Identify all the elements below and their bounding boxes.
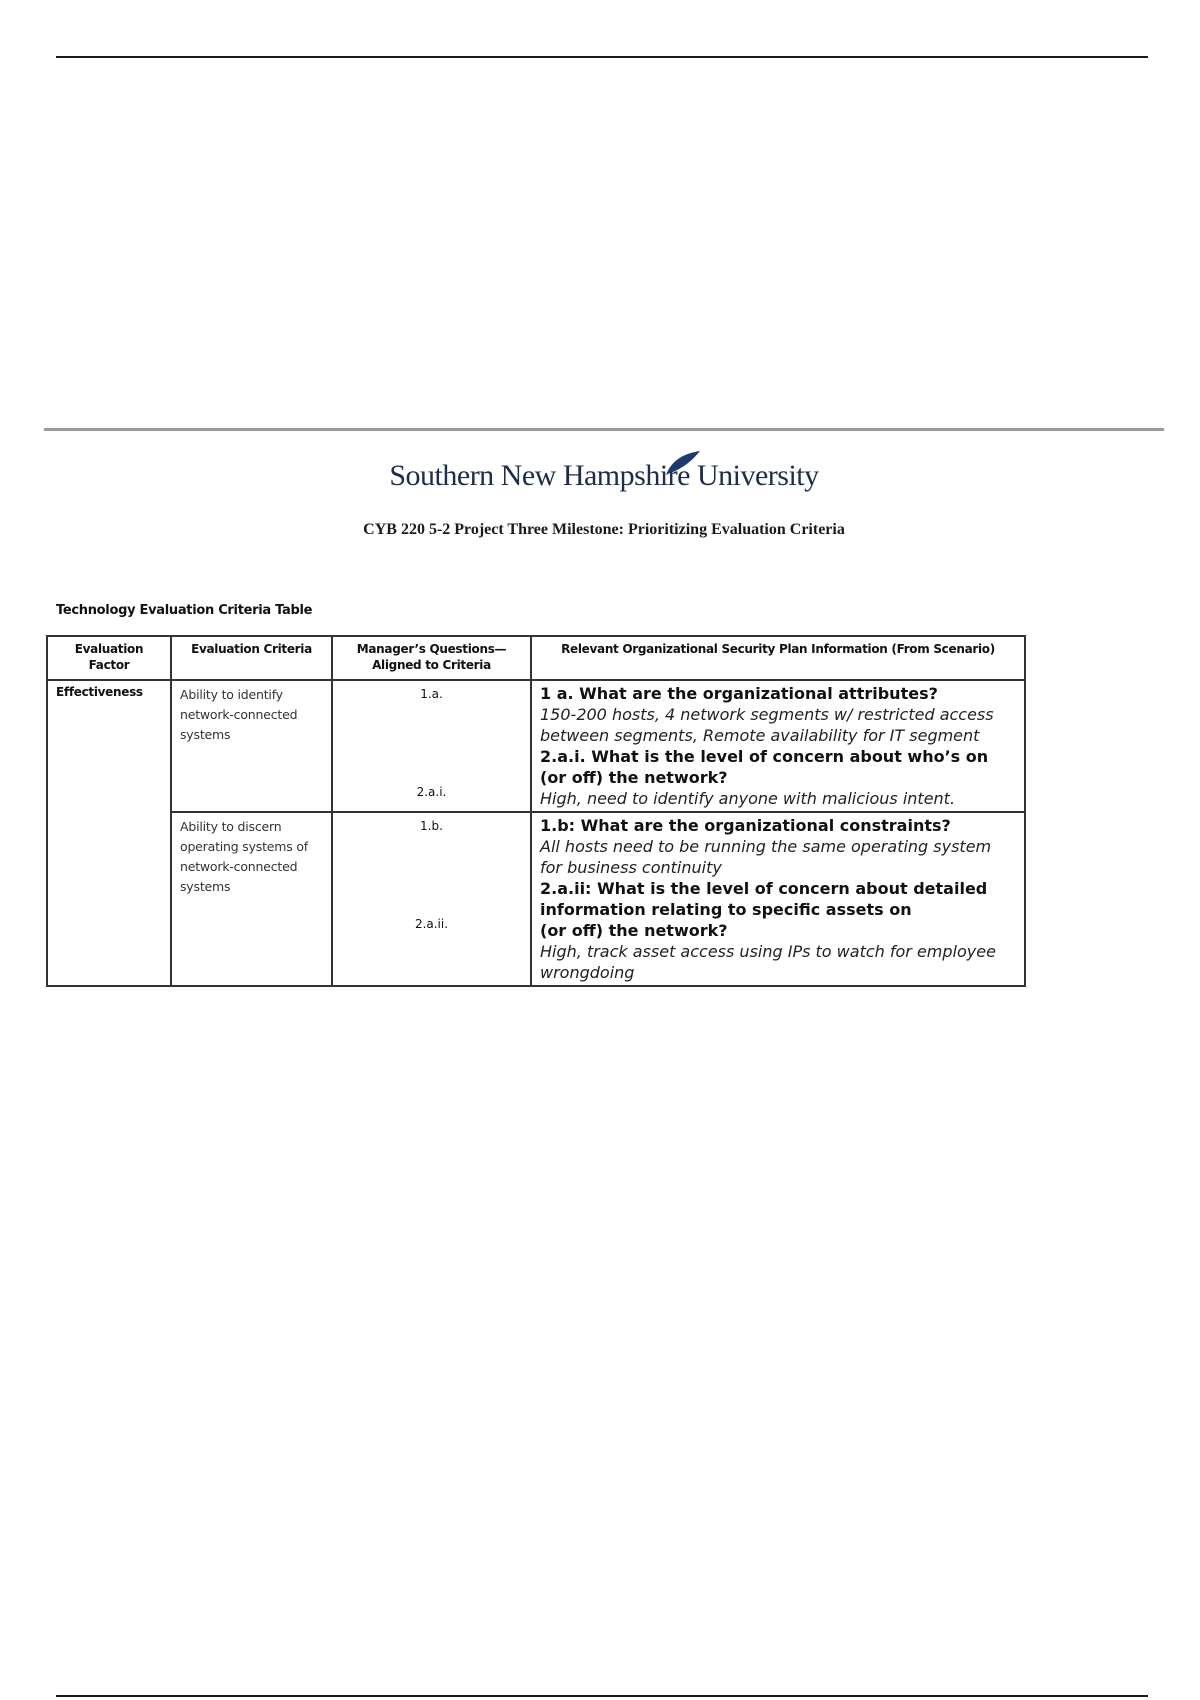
document-page [44, 428, 1164, 1091]
document-title: CYB 220 5-2 Project Three Milestone: Prioritizing Evaluation Criteria [363, 521, 845, 538]
question-ref: 1.b. [420, 819, 443, 833]
factor-cell: Effectiveness [47, 680, 171, 986]
table-row [47, 812, 1025, 986]
leaf-icon [662, 449, 702, 479]
page-top-rule [56, 56, 1148, 58]
criteria-cell: Ability to identify network-connected systems [171, 680, 332, 812]
table-header-row [47, 636, 1025, 680]
question-ref-cell [332, 812, 531, 986]
question-ref-cell [332, 680, 531, 812]
page-bottom-rule [56, 1695, 1148, 1697]
info-question: 2.a.ii: What is the level of concern about detailed information relating to specific assets on [540, 879, 988, 919]
criteria-table [46, 635, 1026, 987]
question-ref: 2.a.i. [416, 785, 447, 799]
info-cell [531, 812, 1025, 986]
info-question: 1.b: What are the organizational constraints? [540, 816, 951, 835]
info-question: 2.a.i. What is the level of concern about who’s on (or off) the network? [540, 747, 989, 787]
table-row [47, 680, 1025, 812]
info-question: 1 a. What are the organizational attributes? [540, 684, 938, 703]
question-ref: 1.a. [420, 687, 443, 701]
header-evaluation-factor: Evaluation Factor [47, 636, 171, 680]
table-caption: Technology Evaluation Criteria Table [56, 603, 313, 618]
logo-text: Southern New Hampshire University [389, 459, 819, 492]
info-answer: All hosts need to be running the same operating system for business continuity [540, 837, 992, 877]
question-ref: 2.a.ii. [414, 917, 449, 931]
info-answer: High, need to identify anyone with malicious intent. [540, 789, 956, 808]
header-security-plan-info: Relevant Organizational Security Plan Information (From Scenario) [531, 636, 1025, 680]
info-question: (or off) the network? [540, 921, 728, 940]
header-managers-questions: Manager’s Questions—Aligned to Criteria [332, 636, 531, 680]
university-logo [44, 459, 1164, 493]
header-evaluation-criteria: Evaluation Criteria [171, 636, 332, 680]
info-answer: High, track asset access using IPs to watch for employee wrongdoing [540, 942, 996, 982]
info-answer: 150-200 hosts, 4 network segments w/ restricted access between segments, Remote availability for IT segment [540, 705, 994, 745]
criteria-cell: Ability to discern operating systems of network-connected systems [171, 812, 332, 986]
info-cell [531, 680, 1025, 812]
